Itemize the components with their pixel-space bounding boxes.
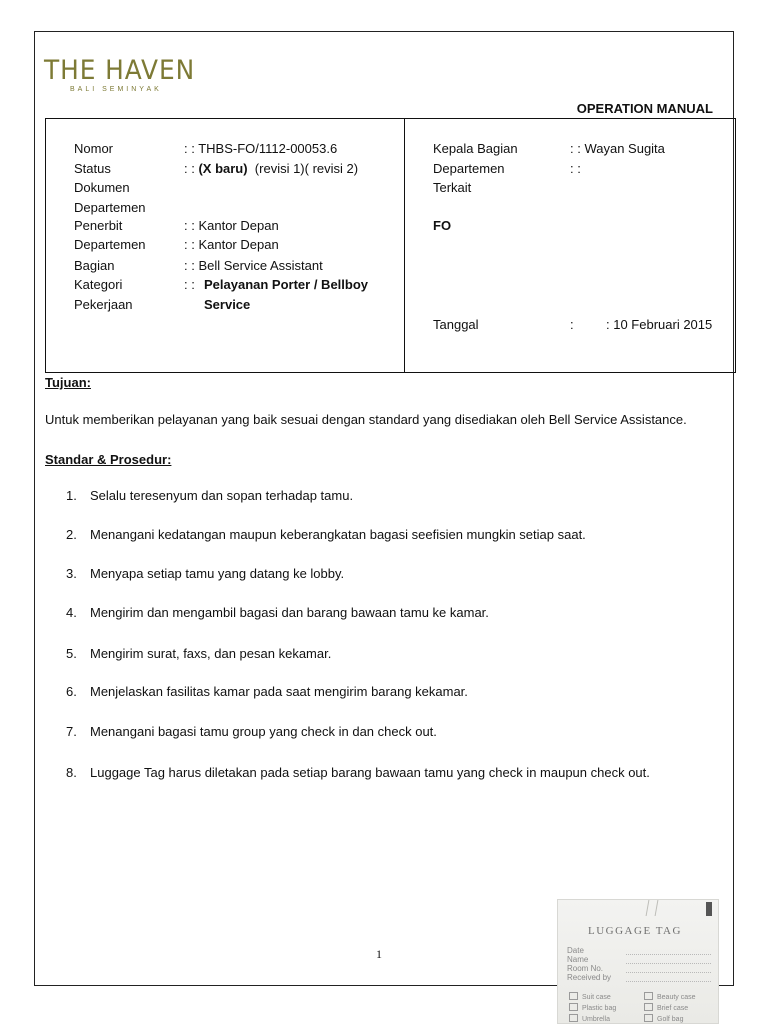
list-item — [66, 527, 586, 542]
tag-check-umbrella — [569, 1014, 610, 1023]
tujuan-text: Untuk memberikan pelayanan yang baik sesuai dengan standard yang disediakan oleh Bell Service Assistance. — [45, 412, 687, 427]
page-number: 1 — [376, 947, 382, 961]
checkbox-icon — [569, 1003, 578, 1011]
value-kepala-bagian: : : Wayan Sugita — [570, 141, 665, 156]
status-revisions: (revisi 1)( revisi 2) — [247, 160, 359, 176]
item-number: 6. — [66, 684, 77, 699]
value-nomor: : : THBS-FO/1112-00053.6 — [184, 141, 338, 156]
item-text: Menangani kedatangan maupun keberangkatan bagasi seefisien mungkin setiap saat. — [90, 527, 586, 542]
tag-field-line — [626, 965, 711, 973]
tag-field-line — [626, 947, 711, 955]
label-kategori: Kategori — [74, 277, 123, 292]
item-text: Menangani bagasi tamu group yang check in dan check out. — [90, 724, 437, 739]
tanggal-separator: : — [570, 317, 574, 332]
tag-string-icon — [646, 900, 659, 916]
checkbox-icon — [644, 1014, 653, 1022]
list-item — [66, 566, 344, 581]
item-text: Mengirim surat, faxs, dan pesan kekamar. — [90, 646, 332, 661]
item-number: 4. — [66, 605, 77, 620]
tag-hook-icon — [706, 902, 712, 916]
luggage-tag-image — [557, 899, 719, 1024]
fo-label: FO — [433, 218, 452, 233]
value-status — [184, 159, 394, 179]
header-divider — [404, 118, 405, 373]
status-prefix: : : — [184, 160, 199, 176]
tag-field-date: Date — [567, 946, 584, 955]
item-text: Luggage Tag harus diletakan pada setiap barang bawaan tamu yang check in maupun check out. — [90, 765, 650, 780]
standar-title: Standar & Prosedur: — [45, 452, 172, 467]
tag-check-suitcase — [569, 992, 611, 1001]
value-kategori-prefix: : : — [184, 277, 195, 292]
label-tanggal: Tanggal — [433, 317, 479, 332]
checkbox-icon — [644, 992, 653, 1000]
tag-check-brief — [644, 1003, 688, 1012]
luggage-tag-title: LUGGAGE TAG — [588, 925, 682, 937]
checkbox-icon — [569, 1014, 578, 1022]
tag-check-label: Brief case — [657, 1005, 689, 1012]
item-number: 8. — [66, 765, 77, 780]
label-departemen-terkait: Departemen — [433, 160, 505, 176]
tag-field-room: Room No. — [567, 964, 604, 973]
tag-check-label: Beauty case — [657, 994, 696, 1001]
tag-check-label: Golf bag — [657, 1016, 684, 1023]
list-item — [66, 605, 489, 620]
tag-field-line — [626, 974, 711, 982]
tag-field-received: Received by — [567, 973, 612, 982]
item-number: 3. — [66, 566, 77, 581]
haven-logo — [44, 57, 208, 94]
label-bagian: Bagian — [74, 257, 115, 273]
tag-field-line — [626, 956, 711, 964]
value-departemen: : : Kantor Depan — [184, 237, 279, 252]
list-item — [66, 646, 331, 661]
label-dokumen: Dokumen — [74, 180, 130, 195]
label-terkait: Terkait — [433, 180, 472, 195]
logo-name: THE HAVEN — [44, 55, 196, 86]
label-penerbit: Penerbit — [74, 218, 123, 233]
item-text: Menjelaskan fasilitas kamar pada saat mengirim barang kekamar. — [90, 684, 468, 699]
list-item — [66, 684, 468, 699]
tag-check-plastic — [569, 1003, 616, 1012]
value-penerbit: : : Kantor Depan — [184, 218, 279, 233]
value-departemen-terkait: : : — [570, 160, 581, 176]
status-new: (X baru) — [198, 160, 248, 176]
item-number: 1. — [66, 488, 77, 503]
value-kategori: Pelayanan Porter / Bellboy — [204, 277, 369, 292]
doc-type-heading: OPERATION MANUAL — [576, 101, 713, 116]
tag-field-name: Name — [567, 955, 589, 964]
tag-check-label: Plastic bag — [582, 1005, 617, 1012]
label-pekerjaan: Pekerjaan — [74, 296, 133, 312]
list-item — [66, 488, 353, 503]
item-number: 7. — [66, 724, 77, 739]
label-status: Status — [74, 160, 111, 176]
value-pekerjaan: Service — [204, 296, 251, 312]
label-departemen-1: Departemen — [74, 199, 146, 215]
checkbox-icon — [569, 992, 578, 1000]
tag-check-golf — [644, 1014, 683, 1023]
list-item — [66, 765, 650, 780]
value-tanggal: : 10 Februari 2015 — [606, 317, 713, 332]
item-text: Menyapa setiap tamu yang datang ke lobby. — [90, 566, 345, 581]
item-number: 5. — [66, 646, 77, 661]
value-bagian: : : Bell Service Assistant — [184, 257, 323, 273]
tujuan-title: Tujuan: — [45, 375, 91, 390]
logo-location: BALI SEMINYAK — [70, 86, 162, 93]
tag-check-label: Umbrella — [582, 1016, 611, 1023]
label-nomor: Nomor — [74, 141, 114, 156]
label-departemen-2: Departemen — [74, 237, 146, 252]
item-text: Mengirim dan mengambil bagasi dan barang bawaan tamu ke kamar. — [90, 605, 489, 620]
tag-check-label: Suit case — [582, 994, 611, 1001]
label-kepala-bagian: Kepala Bagian — [433, 141, 518, 156]
list-item — [66, 724, 437, 739]
item-number: 2. — [66, 527, 77, 542]
tag-check-beauty — [644, 992, 696, 1001]
checkbox-icon — [644, 1003, 653, 1011]
item-text: Selalu teresenyum dan sopan terhadap tamu. — [90, 488, 354, 503]
